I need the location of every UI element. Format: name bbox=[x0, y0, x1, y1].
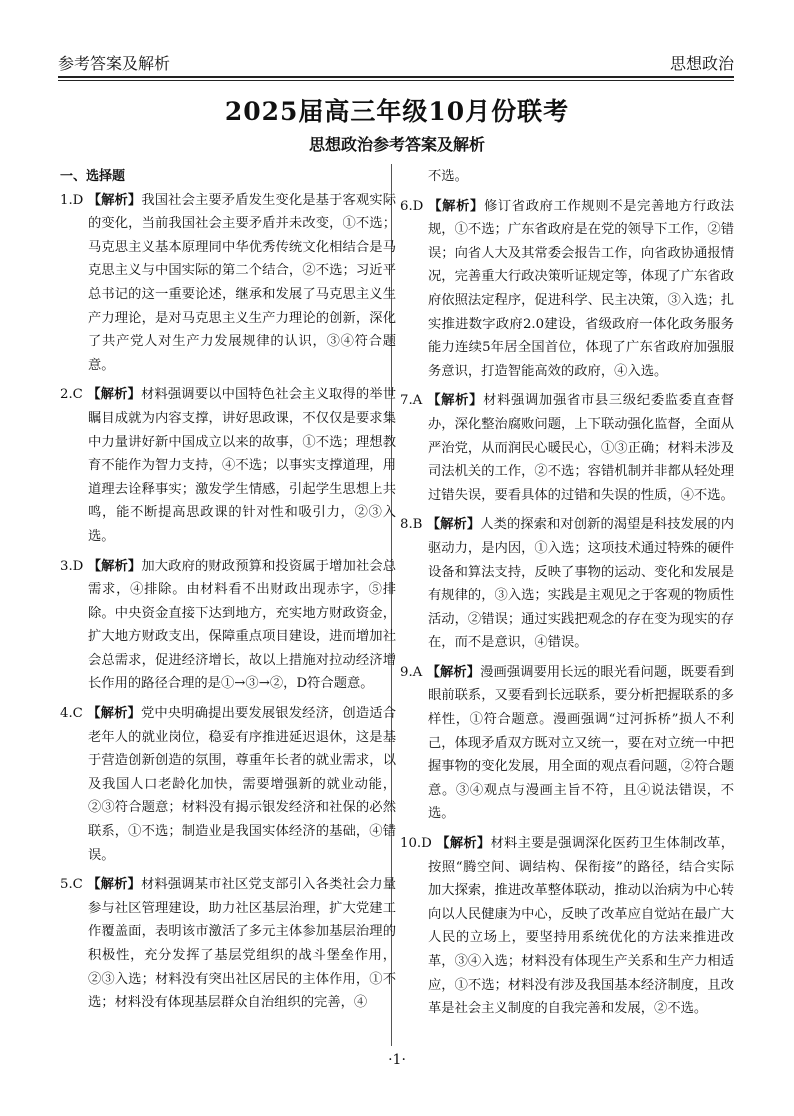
header-left: 参考答案及解析 bbox=[58, 54, 171, 73]
section-title: 一、选择题 bbox=[60, 169, 126, 184]
header-rule bbox=[58, 76, 734, 78]
answer-continuation: 不选。 bbox=[428, 169, 468, 184]
answer-item: 10.D 【解析】材料主要是强调深化医药卫生体制改革，按照“腾空间、调结构、保衔接”的路径，结合实际加大探索，推进改革整体联动，推动以治病为中心转向以人民健康为中心，反映了改革应自觉站在最广大人民的立场上，要坚持用系统优化的方法来推进改革，③④入选；材料没有体现生产关系和生产力相适应，①不选；材料没有涉及我国基本经济制度，且改革是社会主义制度的自我完善和发展，②不选。 bbox=[400, 836, 735, 1017]
answer-item: 6.D 【解析】修订省政府工作规则不是完善地方行政法规，①不选；广东省政府是在党的领导下工作，②错误；向省人大及其常委会报告工作，向省政协通报情况，完善重大行政决策听证规定等，体现了广东省政府依照法定程序，促进科学、民主决策，③入选；扎实推进数字政府2.0建设，省级政府一体化政务服务能力连续5年居全国首位，体现了广东省政府加强服务意识，打造智能高效的政府，④入选。 bbox=[400, 198, 735, 379]
header-right: 思想政治 bbox=[669, 54, 734, 73]
page-subtitle: 思想政治参考答案及解析 bbox=[308, 135, 485, 154]
header-rule-thin bbox=[58, 80, 734, 81]
answer-item: 1.D 【解析】我国社会主要矛盾发生变化是基于客观实际的变化，当前我国社会主要矛盾并未改变，①不选；马克思主义基本原理同中华优秀传统文化相结合是马克思主义与中国实际的第二个结合，②不选；习近平总书记的这一重要论述，继承和发展了马克思主义生产力理论，是对马克思主义生产力理论的创新，深化了共产党人对生产力发展规律的认识，③④符合题意。 bbox=[60, 192, 397, 373]
answer-item: 3.D 【解析】加大政府的财政预算和投资属于增加社会总需求，④排除。由材料看不出财政出现赤字，⑤排除。中央资金直接下达到地方，充实地方财政资金，扩大地方财政支出，保障重点项目建设，进而增加社会总需求，促进经济增长，故以上措施对拉动经济增长作用的路径合理的是①→③→②，D符合题意。 bbox=[60, 558, 397, 692]
left-column bbox=[60, 165, 396, 1021]
running-header bbox=[58, 44, 734, 74]
answer-item: 8.B 【解析】人类的探索和对创新的渴望是科技发展的内驱动力，是内因，①入选；这项技术通过特殊的硬件设备和算法支持，反映了事物的运动、变化和发展是有规律的，③入选；实践是主观见之于客观的物质性活动，②错误；通过实践把观念的存在变为现实的存在，而不是意识，④错误。 bbox=[400, 517, 735, 651]
answer-item: 9.A 【解析】漫画强调要用长远的眼光看问题，既要看到眼前联系，又要看到长远联系，要分析把握联系的多样性，①符合题意。漫画强调“过河拆桥”损人不利己，体现矛盾双方既对立又统一，要在对立统一中把握事物的变化发展，用全面的观点看问题，②符合题意。③④观点与漫画主旨不符，且④说法错误，不选。 bbox=[400, 664, 735, 822]
right-column bbox=[400, 165, 734, 1027]
answer-item: 4.C 【解析】党中央明确提出要发展银发经济，创造适合老年人的就业岗位，稳妥有序推进延迟退休，这是基于营造创新创造的氛围，尊重年长者的就业需求，以及我国人口老龄化加快，需要增强新的就业动能，②③符合题意；材料没有揭示银发经济和社保的必然联系，①不选；制造业是我国实体经济的基础，④错误。 bbox=[60, 706, 397, 863]
answer-item: 5.C 【解析】材料强调某市社区党支部引入各类社会力量参与社区管理建设，助力社区基层治理，扩大党建工作覆盖面，表明该市激活了多元主体参加基层治理的积极性，充分发挥了基层党组织的战斗堡垒作用，②③入选；材料没有突出社区居民的主体作用，①不选；材料没有体现基层群众自治组织的完善，④ bbox=[60, 877, 397, 1011]
page-number: ·1· bbox=[388, 1052, 406, 1068]
answer-item: 2.C 【解析】材料强调要以中国特色社会主义取得的举世瞩目成就为内容支撑，讲好思政课，不仅仅是要求集中力量讲好新中国成立以来的故事，①不选；理想教育不能作为智力支持，④不选；以事实支撑道理，用道理去诠释事实；激发学生情感，引起学生思想上共鸣，能不断提高思政课的针对性和吸引力，②③入选。 bbox=[60, 387, 397, 544]
answer-item: 7.A 【解析】材料强调加强省市县三级纪委监委直查督办，深化整治腐败问题，上下联动强化监督，全面从严治党，从而润民心暖民心，①③正确；材料未涉及司法机关的工作，②不选；容错机制并非都从轻处理过错失误，要看具体的过错和失误的性质，④不选。 bbox=[400, 393, 734, 503]
page-title: 2025届高三年级10月份联考 bbox=[224, 97, 570, 126]
